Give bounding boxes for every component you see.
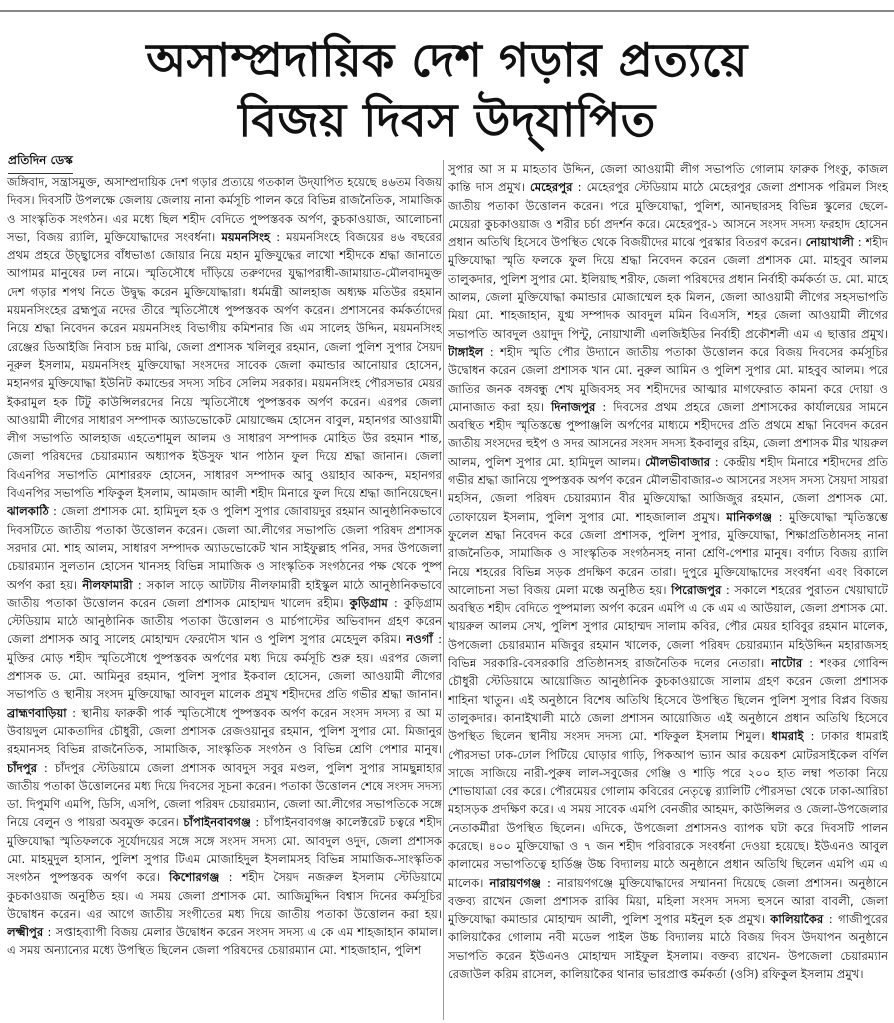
place-name: নোয়াখালী: [805, 235, 854, 250]
place-name: চাঁপাইনবাবগঞ্জ: [183, 815, 251, 830]
place-name: নওগাঁ: [406, 632, 433, 647]
paragraph-text: : মুক্তির মোড় শহীদ স্মৃতিসৌধে পুষ্পস্তবক অর্পণের মধ্য দিয়ে কর্মসূচি শুরু হয়। এরপর জেলা প্রশাসক ড. মো. আমিনুর রহমান, পুলিশ সুপার ইকবাল হোসেন, জেলা আওয়ামী লীগের সভাপতি ও স্থানীয় সংসদ মুক্তিযোদ্ধা আবদুল মালেক প্রমুখ শহীদদের প্রতি গভীর শ্রদ্ধা জানান।: [7, 632, 442, 702]
paragraph-text: জঙ্গিবাদ, সন্ত্রাসমুক্ত, অসাম্প্রদায়িক দেশ গড়ার প্রত্যয়ে গতকাল উদ্‌যাপিত হয়েছে ৪৬তম বিজয় দিবস। দিবসটি উপলক্ষে জেলায় জেলায় নানা কর্মসূচি পালন করে বিভিন্ন রাজনৈতিক, সামাজিক ও সাংস্কৃতিক সংগঠন। এর মধ্যে ছিল শহীদ বেদিতে পুষ্পস্তবক অর্পণ, কুচকাওয়াজ, আলোচনা সভা, বিজয় র‌্যালি, মুক্তিযোদ্ধাদের সংবর্ধনা।: [7, 175, 442, 244]
article-left-column: [7, 173, 442, 1018]
paragraph-text: : শহীদ সৈয়দ নজরুল ইসলাম স্টেডিয়ামে কুচকাওয়াজ অনুষ্ঠিত হয়। এ সময় জেলা প্রশাসক মো. আজিমুদ্দিন বিশ্বাস দিনের কর্মসূচির উদ্বোধন করেন। এর আগে জাতীয় সংগীতের মধ্য দিয়ে জাতীয় পতাকা উত্তোলন করা হয়।: [7, 870, 442, 921]
place-name: মৌলভীবাজার: [645, 454, 711, 469]
paragraph-text: : ঢাকার ধামরাই পৌরসভা ঢাক-ঢোল পিটিয়ে ঘোড়ার গাড়ি, পিকআপ ভ্যান আর কয়েকশ মোটরসাইকেল বর্ণিল সাজে সাজিয়ে নারী-পুরুষ লাল-সবুজের গেঞ্জি ও শাড়ি পরে ২০০ হাত লম্বা পতাকা নিয়ে শোভাযাত্রা বের করে। পৌরমেয়র গোলাম কবিরের নেতৃত্বে র‌্যালিটি পৌরসভা থেকে ঢাকা-আরিচা মহাসড়ক প্রদক্ষিণ করে। এ সময় সাবেক এমপি বেনজীর আহমদ, কাউন্সিলর ও জেলা-উপজেলার নেতাকর্মীরা উপস্থিত ছিলেন। এদিকে, উপজেলা প্রশাসনও ব্যাপক ঘটা করে দিবসটি পালন করেছে। ৪০০ মুক্তিযোদ্ধা ও ৭ জন শহীদ পরিবারকে সংবর্ধনা দেওয়া হয়েছে। ইউএনও আবুল কালামের সভাপতিত্বে হার্ডিঞ্জ উচ্চ বিদ্যালয় মাঠে অনুষ্ঠানে প্রধান অতিথি ছিলেন এমপি এম এ মালেক।: [448, 729, 888, 890]
left-column-text: [7, 173, 442, 960]
place-name: ব্রাহ্মণবাড়িয়া: [7, 705, 67, 720]
article-right-column: [448, 160, 888, 1020]
place-name: মেহেরপুর: [530, 180, 573, 195]
paragraph-text: : শহীদ মুক্তিযোদ্ধা স্মৃতি ফলকে ফুল দিয়ে শ্রদ্ধা নিবেদন করেন জেলা প্রশাসক মো. মাহবুব আলম তালুকদার, পুলিশ সুপার মো. ইলিয়াছ শরীফ, জেলা পরিষদের প্রধান নির্বাহী কর্মকর্তা ড. মো. মাহে আলম, জেলা মুক্তিযোদ্ধা কমান্ডার মোজাম্মেল হক মিলন, জেলা আওয়ামী লীগের সহসভাপতি মিয়া মো. শাহজাহান, যুগ্ম সম্পাদক আবদুল মমিন বিএসসি, শহর জেলা আওয়ামী লীগের সভাপতি আবদুল ওয়াদুদ পিন্টু, নোয়াখালী এলজিইডির নির্বাহী প্রকৌশলী এম এ ছাত্তার প্রমুখ।: [448, 235, 888, 341]
place-name: নীলফামারী: [82, 577, 133, 592]
paragraph-text: : গাজীপুরের কালিয়াকৈর গোলাম নবী মডেল পাইল উচ্চ বিদ্যালয় মাঠে বিজয় দিবস উদযাপন অনুষ্ঠানে সভাপতি করেন ইউএনও মোহাম্মদ সাইফুল ইসলাম। বক্তব্য রাখেন- উপজেলা চেয়ারম্যান রেজাউল করিম রাসেল, কালিয়াকৈর থানার ভারপ্রাপ্ত কর্মকর্তা (ওসি) রফিকুল ইসলাম প্রমুখ।: [448, 912, 888, 982]
place-name: কিশোরগঞ্জ: [169, 870, 220, 885]
headline: [0, 30, 894, 150]
column-divider: [443, 160, 444, 1020]
paragraph-text: : সপ্তাহব্যাপী বিজয় মেলার উদ্বোধন করেন সংসদ সদস্য এ কে এম শাহজাহান কামাল। এ সময় অন্যান্যের মধ্যে উপস্থিত ছিলেন জেলা পরিষদের চেয়ারম্যান মো. শাহজাহান, পুলিশ: [7, 925, 442, 958]
place-name: পিরোজপুর: [671, 582, 722, 597]
paragraph-text: : স্থানীয় ফারুকী পার্ক স্মৃতিসৌধে পুষ্পস্তবক অর্পণ করেন সংসদ সদস্য র আ ম উবায়দুল মোকতাদির চৌধুরী, জেলা প্রশাসক রেজওয়ানুর রহমান, পুলিশ সুপার মো. মিজানুর রহমানসহ বিভিন্ন রাজনৈতিক, সামাজিক, সাংস্কৃতিক সংগঠন ও বিভিন্ন শ্রেণি পেশার মানুষ।: [7, 705, 442, 757]
top-rule: [0, 10, 894, 12]
place-name: ঝালকাঠি: [7, 504, 49, 519]
right-column-text: [448, 160, 888, 983]
paragraph-text: : শহীদ স্মৃতি পৌর উদ্যানে জাতীয় পতাকা উত্তোলন করে বিজয় দিবসের কর্মসূচির উদ্বোধন করেন জেলা প্রশাসক খান মো. নুরুল আমিন ও পুলিশ সুপার মো. মাহবুব আলম। পরে জাতির জনক বঙ্গবন্ধু শেখ মুজিবসহ সব শহীদদের আত্মার মাগফেরাত কামনা করে দোয়া ও মোনাজাত করা হয়।: [448, 344, 888, 414]
paragraph-text: : মুক্তিযোদ্ধা স্মৃতিস্তম্ভে ফুলেল শ্রদ্ধা নিবেদন করে জেলা প্রশাসক, পুলিশ সুপার, মুক্তিযোদ্ধা, শিক্ষাপ্রতিষ্ঠানসহ নানা রাজনৈতিক, সামাজিক ও সাংস্কৃতিক সংগঠনসহ নানা শ্রেণি-পেশার মানুষ। বর্ণাঢ্য বিজয় র‌্যালি নিয়ে শহরের বিভিন্ন সড়ক প্রদক্ষিণ করেন তারা। দুপুরে মুক্তিযোদ্ধাদের সংবর্ধনা এবং বিকালে আলোচনা সভা বিজয় মেলা মঞ্চে অনুষ্ঠিত হয়।: [448, 509, 888, 597]
paragraph-text: : শংকর গোবিন্দ চৌধুরী স্টেডিয়ামে আয়োজিত আনুষ্ঠানিক কুচকাওয়াজে সালাম গ্রহণ করেন জেলা প্রশাসক শাহিনা খাতুন। এই অনুষ্ঠানে বিশেষ অতিথি হিসেবে উপস্থিত ছিলেন পুলিশ সুপার বিপ্লব বিজয় তালুকদার। কানাইখালী মাঠে জেলা প্রশাসন আয়োজিত এই অনুষ্ঠানে প্রধান অতিথি হিসেবে উপস্থিত ছিলেন স্থানীয় সংসদ সদস্য মো. শফিকুল ইসলাম শিমুল।: [448, 656, 888, 744]
place-name: চাঁদপুর: [7, 760, 37, 775]
place-name: নাটোর: [771, 656, 803, 671]
headline-line-2: বিজয় দিবস উদ্‌যাপিত: [238, 93, 656, 147]
paragraph-text: : ময়মনসিংহে বিজয়ের ৪৬ বছরের প্রথম প্রহরে উচ্ছ্বাসের বাঁধভাঙা জোয়ার নিয়ে মহান মুক্তিযুদ্ধের লাখো শহীদকে শ্রদ্ধা জানাতে আপামর মানুষের ঢল নামে। স্মৃতিসৌধে দাঁড়িয়ে তরুণদের যুদ্ধাপরাধী-জামায়াত-মৌলবাদমুক্ত দেশ গড়ার শপথ নিতে উদ্বুদ্ধ করেন মুক্তিযোদ্ধারা। ধর্মমন্ত্রী আলহাজ অধ্যক্ষ মতিউর রহমান ময়মনসিংহের ব্রহ্মপুত্র নদের তীরে স্মৃতিসৌধে পুষ্পস্তবক অর্পণ করেন। প্রশাসনের কর্মকর্তাদের নিয়ে শ্রদ্ধা নিবেদন করেন ময়মনসিংহ বিভাগীয় কমিশনার জি এম সালেহ উদ্দিন, ময়মনসিংহ রেঞ্জের ডিআইজি নিবাস চন্দ্র মাঝি, জেলা প্রশাসক খলিলুর রহমান, জেলা পুলিশ সুপার সৈয়দ নূরুল ইসলাম, ময়মনসিংহ মুক্তিযোদ্ধা সংসদের সাবেক জেলা কমান্ডার আনোয়ার হোসেন, মহানগর মুক্তিযোদ্ধা ইউনিট কমান্ডের সদস্য সচিব সেলিম সরকার। ময়মনসিংহ পৌরসভার মেয়র ইকরামুল হক টিটু কাউন্সিলরদের নিয়ে স্মৃতিসৌধে পুষ্পস্তবক অর্পণ করেন। এরপর জেলা আওয়ামী লীগের সাধারণ সম্পাদক অ্যাডভোকেট মোয়াজ্জেম হোসেন বাবুল, মহানগর আওয়ামী লীগ সভাপতি আলহাজ এহতেশামুল আলম ও সাধারণ সম্পাদক মোহিত উর রহমান শান্ত, জেলা পরিষদের চেয়ারম্যান অধ্যাপক ইউসুফ খান পাঠান ফুল দিয়ে শ্রদ্ধা জানান। জেলা বিএনপির সভাপতি মোশাররফ হোসেন, সাধারণ সম্পাদক আবু ওয়াহাব আকন্দ, মহানগর বিএনপির সভাপতি শফিকুল ইসলাম, আমজাদ আলী শহীদ মিনারে ফুল দিয়ে শ্রদ্ধা জানিয়েছেন।: [7, 229, 442, 501]
place-name: দিনাজপুর: [551, 399, 596, 414]
byline: প্রতিদিন ডেস্ক: [8, 152, 73, 174]
paragraph-text: : দিবসের প্রথম প্রহরে জেলা প্রশাসকের কার্যালয়ের সামনে অবস্থিত শহীদ স্মৃতিস্তম্ভে পুষ্পাঞ্জলি অর্পণের মাধ্যমে শহীদদের প্রতি প্রথমে শ্রদ্ধা নিবেদন করেন জাতীয় সংসদের হুইপ ও সদর আসনের সংসদ সদস্য ইকবালুর রহিম, জেলা প্রশাসক মীর খায়রুল আলম, পুলিশ সুপার মো. হামিদুল আলম।: [448, 399, 888, 469]
place-name: টাঙ্গাইল: [448, 344, 484, 359]
paragraph-text: : সকাল সাড়ে আটটায় নীলফামারী হাইস্কুল মাঠে আনুষ্ঠানিকভাবে জাতীয় পতাকা উত্তোলন করেন জেলা প্রশাসক মোহাম্মদ খালেদ রহীম।: [7, 577, 442, 610]
paragraph-text: : জেলা প্রশাসক মো. হামিদুল হক ও পুলিশ সুপার জোবায়দুর রহমান আনুষ্ঠানিকভাবে দিবসটিতে জাতীয় পতাকা উত্তোলন করেন। জেলা আ.লীগের সভাপতি জেলা পরিষদ প্রশাসক সরদার মো. শাহ আলম, সাধারণ সম্পাদক অ্যাডভোকেট খান সাইফুল্লাহ পনির, সদর উপজেলা চেয়ারম্যান সুলতান হোসেন খানসহ বিভিন্ন সামাজিক ও সাংস্কৃতিক সংগঠনের পক্ষ থেকে পুষ্প অর্পণ করা হয়।: [7, 504, 442, 592]
paragraph-text: সুপার আ স ম মাহতাব উদ্দিন, জেলা আওয়ামী লীগ সভাপতি গোলাম ফারুক পিংকু, কাজল কান্তি দাস প্রমুখ।: [448, 162, 888, 195]
headline-line-1: অসাম্প্রদায়িক দেশ গড়ার প্রত্যয়ে: [146, 33, 748, 87]
paragraph-text: : নারায়ণগঞ্জে মুক্তিযোদ্ধাদের সম্মাননা দিয়েছে জেলা প্রশাসন। অনুষ্ঠানে বক্তব্য রাখেন জেলা প্রশাসক রাব্বি মিয়া, মহিলা সংসদ সদস্য হুসনে আরা বাবলী, জেলা মুক্তিযোদ্ধা কমান্ডার মোহাম্মদ আলী, পুলিশ সুপার মইনুল হক প্রমুখ।: [448, 875, 888, 927]
place-name: ময়মনসিংহ: [221, 229, 271, 244]
place-name: মানিকগঞ্জ: [726, 509, 773, 524]
place-name: কুড়িগ্রাম: [349, 595, 388, 610]
paragraph-text: : চাঁদপুর স্টেডিয়ামে জেলা প্রশাসক আবদুস সবুর মণ্ডল, পুলিশ সুপার সামছুন্নাহার জাতীয় পতাকা উত্তোলনের মধ্য দিয়ে দিবসের সূচনা করেন। পতাকা উত্তোলন শেষে সংসদ সদস্য ডা. দিপুমণি এমপি, ডিসি, এসপি, জেলা পরিষদ চেয়ারম্যান, জেলা আ.লীগের সভাপতিকে সঙ্গে নিয়ে বেলুন ও পায়রা অবমুক্ত করেন।: [7, 760, 442, 830]
place-name: নারায়ণগঞ্জ: [489, 875, 541, 890]
paragraph-text: : মেহেরপুর স্টেডিয়াম মাঠে মেহেরপুর জেলা প্রশাসক পরিমল সিংহ জাতীয় পতাকা উত্তোলন করেন। পরে মুক্তিযোদ্ধা, পুলিশ, আনছারসহ বিভিন্ন স্কুলের ছেলে-মেয়েরা কুচকাওয়াজ ও শরীর চর্চা প্রদর্শন করে। মেহেরপুর-১ আসনে সংসদ সদস্য ফরহাদ হোসেন প্রধান অতিথি হিসেবে উপস্থিত থেকে বিজয়ীদের মাঝে পুরস্কার বিতরণ করেন।: [448, 180, 888, 250]
paragraph-text: : চাঁপাইনবাবগঞ্জ কালেক্টরেট চত্বরে শহীদ মুক্তিযোদ্ধা স্মৃতিফলকে সূর্যোদয়ের সঙ্গে সঙ্গে সংসদ সদস্য মো. আবদুল ওদুদ, জেলা প্রশাসক মো. মাহমুদুল হাসান, পুলিশ সুপার টিএম মোজাহিদুল ইসলামসহ বিভিন্ন সামাজিক-সাংস্কৃতিক সংগঠন পুষ্পস্তবক অর্পণ করে।: [7, 815, 442, 885]
place-name: কালিয়াকৈর: [770, 912, 824, 927]
place-name: ধামরাই: [771, 729, 804, 744]
paragraph-text: : সকালে শহরের পুরাতন খেয়াঘাটে অবস্থিত শহীদ বেদিতে পুষ্পমাল্য অর্পণ করেন এমপি এ কে এম এ আউয়াল, জেলা প্রশাসক মো. খায়রুল আলম সেখ, পুলিশ সুপার মোহাম্মদ সালাম কবির, পৌর মেয়র হাবিবুর রহমান মালেক, উপজেলা চেয়ারম্যান মজিবুর রহমান খালেক, জেলা পরিষদ চেয়ারম্যান মহিউদ্দিন মহারাজসহ বিভিন্ন সরকারি-বেসরকারি প্রতিষ্ঠানসহ রাজনৈতিক দলের নেতারা।: [448, 582, 888, 671]
place-name: লক্ষ্মীপুর: [7, 925, 44, 940]
paragraph-text: : কেন্দ্রীয় শহীদ মিনারে শহীদদের প্রতি গভীর শ্রদ্ধা জানিয়ে পুষ্পস্তবক অর্পণ করেন মৌলভীবাজার-৩ আসনের সংসদ সদস্য সৈয়দা সায়রা মহসিন, জেলা পরিষদ চেয়ারম্যান বীর মুক্তিযোদ্ধা আজিজুর রহমান, জেলা প্রশাসক মো. তোফায়েল ইসলাম, পুলিশ সুপার মো. শাহজালাল প্রমুখ।: [448, 454, 888, 524]
paragraph-text: : কুড়িগ্রাম স্টেডিয়াম মাঠে আনুষ্ঠানিক জাতীয় পতাকা উত্তোলন ও মার্চপাস্টের অভিবাদন গ্রহণ করেন জেলা প্রশাসক আবু সালেহ মোহাম্মদ ফেরদৌস খান ও পুলিশ সুপার মেহেদুল করিম।: [7, 595, 442, 647]
